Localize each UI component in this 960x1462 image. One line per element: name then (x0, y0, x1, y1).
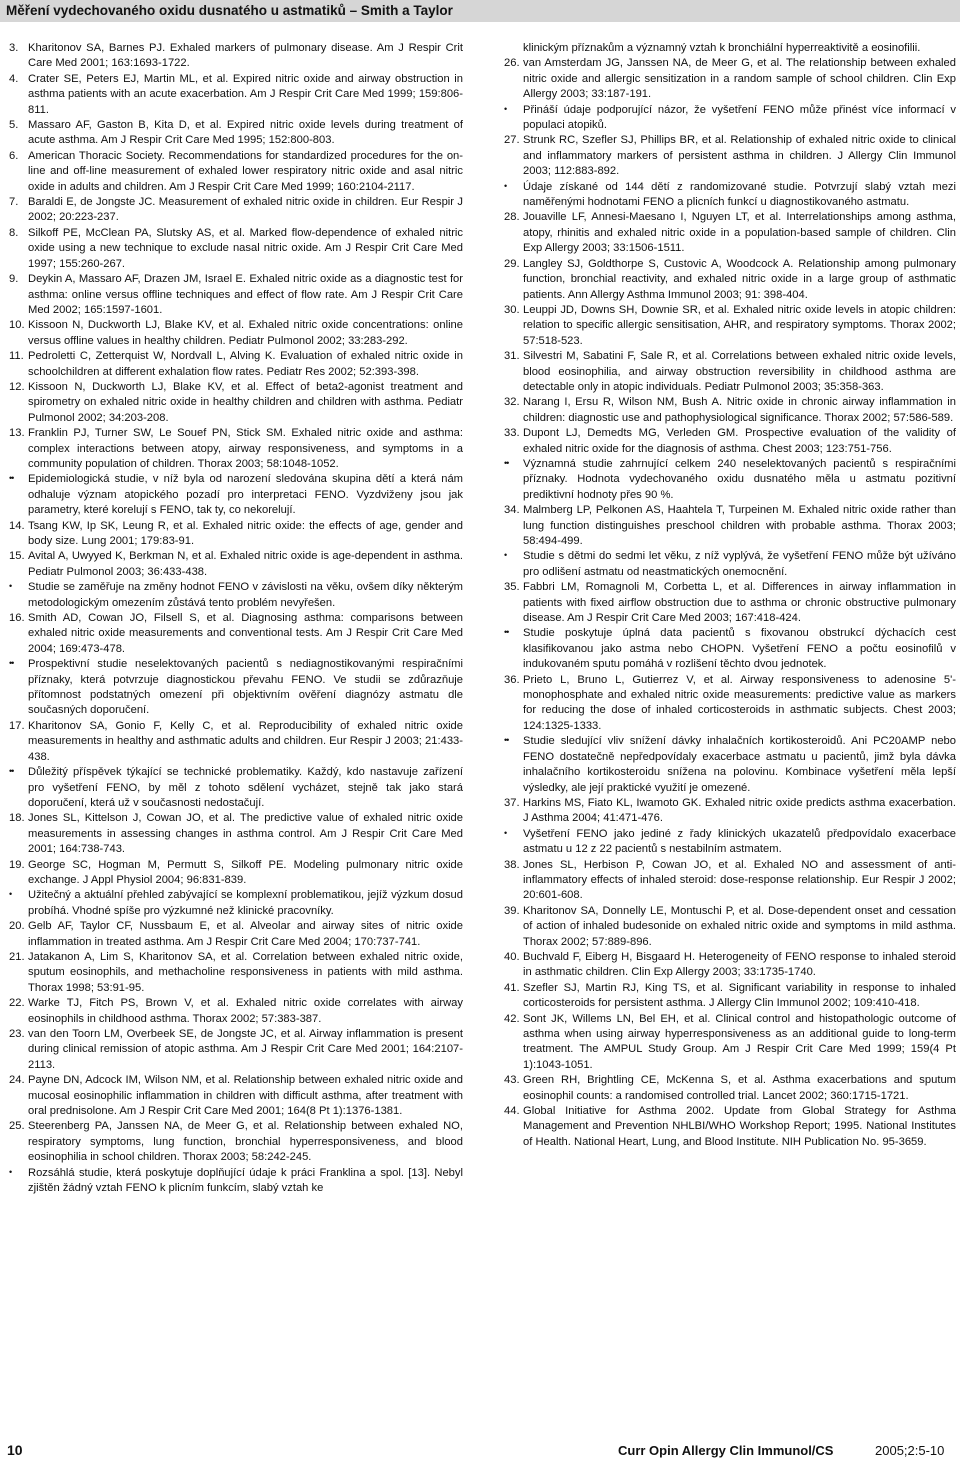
reference-number: 18. (9, 812, 25, 825)
reference-number: 25. (9, 1120, 25, 1133)
reference-entry (9, 950, 463, 996)
reference-number: 43. (504, 1074, 520, 1087)
reference-text: Payne DN, Adcock IM, Wilson NM, et al. Relationship between exhaled nitric oxide and mucosal eosinophilic inflammation in children with difficult asthma, after treatment with oral prednisolone. Am J Respir Crit Care Med 2001; 164(8 Pt 1):1376-1381. (28, 1074, 463, 1118)
reference-entry (504, 904, 956, 950)
reference-entry (9, 41, 463, 72)
reference-number: 6. (9, 149, 19, 162)
reference-text: Kharitonov SA, Donnelly LE, Montuschi P, et al. Dose-dependent onset and cessation of action of inhaled budesonide on exhaled nitric oxide and symptoms in mild asthma. Thorax 2002; 57:889-896. (523, 904, 956, 948)
reference-number: 39. (504, 904, 520, 917)
reference-annotation (9, 580, 463, 611)
annotation-text: Významná studie zahrnující celkem 240 neselektovaných pacientů s respiračními příznaky. Hodnota vydechovaného oxidu dusnatého měla u astmatu pozitivní prediktivní hodnoty přes 90 %. (523, 457, 956, 501)
reference-text: van den Toorn LM, Overbeek SE, de Jongste JC, et al. Airway inflammation is present during clinical remission of atopic asthma. Am J Respir Crit Care Med 2001; 164:2107-2113. (28, 1028, 463, 1071)
reference-entry (504, 1104, 956, 1150)
reference-entry (9, 226, 463, 272)
reference-text: van Amsterdam JG, Janssen NA, de Meer G, et al. The relationship between exhaled nitric oxide and allergic sensitization in a random sample of school children. Clin Exp Allergy 2003; 33:187-191. (523, 57, 956, 101)
reference-number: 44. (504, 1105, 520, 1118)
running-header (0, 0, 960, 22)
reference-entry (9, 149, 463, 195)
reference-number: 3. (9, 42, 19, 54)
reference-number: 12. (9, 380, 25, 393)
importance-bullet: • (9, 581, 12, 592)
reference-entry (504, 796, 956, 827)
reference-annotation (9, 472, 463, 518)
annotation-text: Rozsáhlá studie, která poskytuje doplňující údaje k práci Franklina a spol. [13]. Nebyl zjištěn žádný vztah FENO k plicním funkcím, slabý vztah ke (28, 1166, 463, 1195)
reference-text: Leuppi JD, Downs SH, Downie SR, et al. Exhaled nitric oxide levels in atopic children: relation to specific allergic sensitisation, AHR, and respiratory symptoms. Thorax 2002; 57:518-523. (523, 303, 956, 347)
reference-entry (504, 503, 956, 549)
reference-text: Global Initiative for Asthma 2002. Update from Global Strategy for Asthma Management and Prevention NHLBI/WHO Workshop Report; 1995. National Institutes of Health. National Heart, Lung, and Blood Institute. NIH Publication No. 95-3659. (523, 1105, 956, 1148)
journal-name: Curr Opin Allergy Clin Immunol/CS (618, 1443, 834, 1458)
reference-number: 22. (9, 997, 25, 1010)
reference-entry (9, 318, 463, 349)
reference-number: 24. (9, 1074, 25, 1087)
reference-text: Malmberg LP, Pelkonen AS, Haahtela T, Turpeinen M. Exhaled nitric oxide rather than lung function distinguishes preschool children with probable asthma. Thorax 2003; 58:494-499. (523, 504, 956, 547)
reference-entry (504, 56, 956, 102)
reference-entry (504, 858, 956, 904)
annotation-text: Studie sledující vliv snížení dávky inhalačních kortikosteroidů. Ani PC20AMP nebo FENO dostatečně nepředpovídaly exacerbace astmatu u pacientů, jimž byla dávka inhalačního kortikosteroidu snížena na polovinu. Kombinace vyšetření měla lepší výsledky, ale její praktické využití je omezené. (523, 735, 956, 794)
reference-entry (9, 426, 463, 472)
reference-annotation (504, 41, 956, 56)
reference-number: 13. (9, 427, 25, 440)
reference-number: 4. (9, 72, 19, 85)
reference-text: Prieto L, Bruno L, Gutierrez V, et al. Airway responsiveness to adenosine 5'-monophosphate and exhaled nitric oxide measurements: predictive value as markers for reducing the dose of inhaled corticosteroids in asthmatic subjects. Chest 2003; 124:1325-1333. (523, 673, 956, 732)
reference-number: 30. (504, 303, 520, 316)
reference-number: 9. (9, 273, 19, 286)
reference-entry (9, 811, 463, 857)
reference-entry (9, 919, 463, 950)
reference-number: 41. (504, 981, 520, 994)
annotation-text: Studie se zaměřuje na změny hodnot FENO v závislosti na věku, ovšem díky některým metodologickým omezením zůstává tento problém nevyřešen. (28, 581, 463, 609)
reference-number: 17. (9, 719, 25, 732)
reference-entry (504, 580, 956, 626)
reference-entry (9, 1073, 463, 1119)
reference-text: Kissoon N, Duckworth LJ, Blake KV, et al. Exhaled nitric oxide concentrations: online versus offline values in healthy children. Pediatr Pulmonol 2002; 33:283-292. (28, 319, 463, 347)
header-title: Měření vydechovaného oxidu dusnatého u astmatiků – Smith a Taylor (6, 3, 453, 18)
reference-text: Pedroletti C, Zetterquist W, Nordvall L, Alving K. Evaluation of exhaled nitric oxide in schoolchildren at different exhalation flow rates. Pediatr Res 2002; 52:393-398. (28, 350, 463, 378)
reference-annotation (504, 626, 956, 672)
annotation-text: Studie poskytuje úplná data pacientů s fixovanou obstrukcí dýchacích cest klasifikovanou jako astma nebo CHOPN. Vyšetření FENO a počtu eosinofilů v indukovaném sputu pomáhá v rozlišení těchto dvou jednotek. (523, 627, 956, 671)
reference-text: Fabbri LM, Romagnoli M, Corbetta L, et al. Differences in airway inflammation in patients with fixed airflow obstruction due to asthma or chronic obstructive pulmonary disease. Am J Respir Crit Care Med 2003; 167:418-424. (523, 581, 956, 625)
reference-text: Steerenberg PA, Janssen NA, de Meer G, et al. Relationship between exhaled NO, respiratory symptoms, lung function, bronchial hyperresponsiveness, and blood eosinophilia in school children. Thorax 2003; 58:242-245. (28, 1120, 463, 1164)
reference-annotation (9, 657, 463, 719)
reference-annotation (504, 103, 956, 134)
reference-entry (504, 395, 956, 426)
reference-entry (504, 133, 956, 179)
importance-bullet: • (504, 103, 507, 114)
reference-text: Kharitonov SA, Barnes PJ. Exhaled markers of pulmonary disease. Am J Respir Crit Care Med 2001; 163:1693-1722. (28, 42, 463, 70)
reference-entry (9, 611, 463, 657)
reference-entry (9, 1027, 463, 1073)
reference-number: 26. (504, 57, 520, 70)
reference-text: Deykin A, Massaro AF, Drazen JM, Israel E. Exhaled nitric oxide as a diagnostic test for asthma: online versus offline techniques and effect of flow rate. Am J Respir Crit Care Med 2002; 165:1597-1601. (28, 273, 463, 316)
reference-text: Sont JK, Willems LN, Bel EH, et al. Clinical control and histopathologic outcome of asthma when using airway hyperresponsiveness as an additional guide to long-term treatment. The AMPUL Study Group. Am J Respir Crit Care Med 1999; 159(4 Pt 1):1043-1051. (523, 1012, 956, 1071)
importance-bullet: • (504, 827, 507, 838)
reference-number: 5. (9, 119, 19, 132)
importance-bullet: • (504, 550, 507, 561)
reference-entry (9, 1119, 463, 1165)
annotation-text: Užitečný a aktuální přehled zabývající se komplexní problematikou, jejíž výzkum dosud probíhá. Vhodné spíše pro výzkumné než klinické pracovníky. (28, 889, 463, 917)
importance-bullet: •• (504, 457, 509, 468)
reference-annotation (9, 765, 463, 811)
importance-bullet: •• (9, 473, 14, 484)
reference-entry (504, 981, 956, 1012)
annotation-text: Údaje získané od 144 dětí z randomizované studie. Potvrzují slabý vztah mezi naměřenými hodnotami FENO a plicních funkcí u diagnostikovaného astmatu. (523, 180, 956, 209)
reference-number: 8. (9, 226, 19, 239)
reference-number: 38. (504, 858, 520, 871)
importance-bullet: •• (9, 658, 14, 669)
reference-text: Massaro AF, Gaston B, Kita D, et al. Expired nitric oxide levels during treatment of acute asthma. Am J Respir Crit Care Med 1995; 152:800-803. (28, 119, 463, 147)
reference-entry (9, 380, 463, 426)
reference-number: 35. (504, 581, 520, 594)
reference-number: 20. (9, 920, 25, 933)
annotation-text: klinickým příznakům a významný vztah k bronchiální hyperreaktivitě a eosinofilii. (523, 42, 921, 54)
reference-text: Franklin PJ, Turner SW, Le Souef PN, Stick SM. Exhaled nitric oxide and asthma: complex interactions between atopy, airway responsiveness, and symptoms in a community population of children. Thorax 2003; 58:1048-1052. (28, 427, 463, 470)
reference-entry (9, 195, 463, 226)
reference-text: Kharitonov SA, Gonio F, Kelly C, et al. Reproducibility of exhaled nitric oxide measurements in healthy and asthmatic adults and children. Eur Respir J 2003; 21:433-438. (28, 719, 463, 763)
reference-text: Langley SJ, Goldthorpe S, Custovic A, Woodcock A. Relationship among pulmonary function, bronchial reactivity, and exhaled nitric oxide in a large group of asthmatic patients. Ann Allergy Asthma Immunol 2003; 91: 398-404. (523, 257, 956, 301)
reference-entry (9, 349, 463, 380)
reference-text: Dupont LJ, Demedts MG, Verleden GM. Prospective evaluation of the validity of exhaled nitric oxide for the diagnosis of asthma. Chest 2003; 123:751-756. (523, 427, 956, 455)
annotation-text: Důležitý příspěvek týkající se technické problematiky. Každý, kdo nastavuje zařízení pro vyšetření FENO, by měl z tohoto sdělení vycházet, stejně tak jako stará doporučení, která už v současnosti nedostačují. (28, 766, 463, 809)
reference-annotation (9, 1166, 463, 1197)
reference-number: 29. (504, 257, 520, 270)
importance-bullet: • (9, 889, 12, 900)
reference-text: Strunk RC, Szefler SJ, Phillips BR, et al. Relationship of exhaled nitric oxide to clinical and inflammatory markers of persistent asthma in children. J Allergy Clin Immunol 2003; 112:883-892. (523, 134, 956, 178)
annotation-text: Studie s dětmi do sedmi let věku, z níž vyplývá, že vyšetření FENO může být užíváno pro odlišení astmatu od neastmatických onemocnění. (523, 550, 956, 578)
annotation-text: Epidemiologická studie, v níž byla od narození sledována skupina dětí a která nám odhaluje význam atopického pozadí pro interpretaci FENO. Vyzdviženy jsou jak parametry, které korelují s FENO, tak ty, co nekorelují. (28, 473, 463, 517)
reference-entry (504, 210, 956, 256)
reference-entry (9, 72, 463, 118)
reference-text: George SC, Hogman M, Permutt S, Silkoff PE. Modeling pulmonary nitric oxide exchange. J Appl Physiol 2004; 96:831-839. (28, 858, 463, 886)
annotation-text: Přináší údaje podporující názor, že vyšetření FENO může přinést více informací v populaci atopiků. (523, 103, 956, 132)
reference-number: 23. (9, 1028, 25, 1040)
reference-text: Crater SE, Peters EJ, Martin ML, et al. Expired nitric oxide and airway obstruction in asthma patients with an acute exacerbation. Am J Respir Crit Care Med 1999; 159:806-811. (28, 72, 463, 116)
reference-text: Harkins MS, Fiato KL, Iwamoto GK. Exhaled nitric oxide predicts asthma exacerbation. J Asthma 2004; 41:471-476. (523, 796, 956, 825)
reference-number: 32. (504, 396, 520, 409)
reference-text: Silkoff PE, McClean PA, Slutsky AS, et al. Marked flow-dependence of exhaled nitric oxide using a new technique to exclude nasal nitric oxide. Am J Respir Crit Care Med 1997; 155:260-267. (28, 226, 463, 270)
reference-text: Narang I, Ersu R, Wilson NM, Bush A. Nitric oxide in chronic airway inflammation in children: diagnostic use and pathophysiological significance. Thorax 2002; 57:586-589. (523, 396, 956, 424)
reference-number: 7. (9, 196, 19, 209)
reference-annotation (504, 827, 956, 858)
reference-number: 37. (504, 796, 520, 809)
reference-number: 33. (504, 427, 520, 440)
reference-entry (504, 1012, 956, 1074)
reference-annotation (504, 180, 956, 211)
reference-annotation (504, 549, 956, 580)
reference-text: American Thoracic Society. Recommendations for standardized procedures for the on-line and off-line measurement of exhaled lower respiratory nitric oxide and asal nitric oxide in adults and children. Am J Respir Crit Care Med 1999; 160:2104-2117. (28, 149, 463, 193)
reference-text: Gelb AF, Taylor CF, Nussbaum E, et al. Alveolar and airway sites of nitric oxide inflammation in treated asthma. Am J Respir Crit Care Med 2004; 170:737-741. (28, 920, 463, 948)
reference-number: 27. (504, 134, 520, 147)
reference-entry (9, 118, 463, 149)
reference-text: Smith AD, Cowan JO, Filsell S, et al. Diagnosing asthma: comparisons between exhaled nitric oxide measurements and conventional tests. Am J Respir Crit Care Med 2004; 169:473-478. (28, 612, 463, 655)
reference-entry (9, 996, 463, 1027)
reference-text: Szefler SJ, Martin RJ, King TS, et al. Significant variability in response to inhaled corticosteroids for persistent asthma. J Allergy Clin Immunol 2002; 109:410-418. (523, 981, 956, 1010)
importance-bullet: •• (504, 735, 509, 746)
reference-number: 19. (9, 858, 25, 871)
page-number: 10 (7, 1442, 23, 1458)
reference-text: Avital A, Uwyyed K, Berkman N, et al. Exhaled nitric oxide is age-dependent in asthma. Pediatr Pulmonol 2003; 36:433-438. (28, 550, 463, 578)
reference-entry (504, 673, 956, 735)
reference-text: Warke TJ, Fitch PS, Brown V, et al. Exhaled nitric oxide correlates with airway eosinophils in childhood asthma. Thorax 2002; 57:383-387. (28, 997, 463, 1025)
right-column-references (504, 41, 956, 1150)
reference-text: Baraldi E, de Jongste JC. Measurement of exhaled nitric oxide in children. Eur Respir J 2002; 20:223-237. (28, 196, 463, 224)
reference-number: 31. (504, 350, 520, 363)
importance-bullet: • (9, 1166, 12, 1177)
reference-entry (504, 1073, 956, 1104)
reference-entry (504, 257, 956, 303)
reference-text: Jones SL, Herbison P, Cowan JO, et al. Exhaled NO and assessment of anti-inflammatory effects of inhaled steroid: dose-response relationship. Eur Respir J 2002; 20:601-608. (523, 858, 956, 902)
reference-number: 21. (9, 950, 25, 963)
importance-bullet: •• (9, 766, 14, 777)
reference-entry (9, 519, 463, 550)
reference-annotation (504, 734, 956, 796)
reference-entry (504, 950, 956, 981)
reference-text: Jones SL, Kittelson J, Cowan JO, et al. The predictive value of exhaled nitric oxide measurements in assessing changes in asthma control. Am J Respir Crit Care Med 2001; 164:738-743. (28, 812, 463, 856)
reference-number: 42. (504, 1012, 520, 1025)
reference-entry (9, 719, 463, 765)
reference-text: Jouaville LF, Annesi-Maesano I, Nguyen LT, et al. Interrelationships among asthma, atopy, rhinitis and exhaled nitric oxide in a population-based sample of children. Clin Exp Allergy 2003; 33:1506-1511. (523, 211, 956, 255)
reference-entry (504, 426, 956, 457)
annotation-text: Prospektivní studie neselektovaných pacientů s nediagnostikovanými respiračními příznaky, která potvrzuje diagnostickou převahu FENO. Ve studii se zdůrazňuje přítomnost podstatných omezení při objektivním ověření diagnózy astmatu dle současných doporučení. (28, 658, 463, 717)
reference-number: 11. (9, 350, 24, 363)
reference-entry (9, 549, 463, 580)
reference-entry (504, 349, 956, 395)
reference-annotation (9, 888, 463, 919)
left-column-references (9, 41, 463, 1196)
reference-number: 14. (9, 519, 25, 532)
journal-issue: 2005;2:5-10 (875, 1443, 945, 1458)
reference-number: 36. (504, 673, 520, 686)
importance-bullet: •• (504, 627, 509, 638)
reference-text: Jatakanon A, Lim S, Kharitonov SA, et al. Correlation between exhaled nitric oxide, sputum eosinophils, and methacholine responsiveness in patients with mild asthma. Thorax 1998; 53:91-95. (28, 950, 463, 994)
reference-number: 16. (9, 612, 25, 625)
reference-entry (9, 858, 463, 889)
importance-bullet: • (504, 180, 507, 191)
reference-text: Green RH, Brightling CE, McKenna S, et al. Asthma exacerbations and sputum eosinophil counts: a randomised controlled trial. Lancet 2002; 360:1715-1721. (523, 1074, 956, 1102)
reference-text: Kissoon N, Duckworth LJ, Blake KV, et al. Effect of beta2-agonist treatment and spirometry on exhaled nitric oxide in healthy children and children with asthma. Pediatr Pulmonol 2002; 34:203-208. (28, 380, 463, 424)
reference-number: 15. (9, 550, 25, 563)
reference-entry (9, 272, 463, 318)
reference-number: 28. (504, 211, 520, 224)
reference-number: 10. (9, 319, 25, 332)
reference-annotation (504, 457, 956, 503)
reference-text: Silvestri M, Sabatini F, Sale R, et al. Correlations between exhaled nitric oxide levels, blood eosinophilia, and airway obstruction reversibility in childhood asthma are detectable only in atopic individuals. Pediatr Pulmonol 2003; 35:358-363. (523, 350, 956, 393)
reference-entry (504, 303, 956, 349)
reference-number: 40. (504, 950, 520, 963)
reference-number: 34. (504, 504, 520, 517)
reference-text: Tsang KW, Ip SK, Leung R, et al. Exhaled nitric oxide: the effects of age, gender and body size. Lung 2001; 179:83-91. (28, 519, 463, 547)
annotation-text: Vyšetření FENO jako jediné z řady klinických ukazatelů předpovídalo exacerbace astmatu u 12 z 22 pacientů s nestabilním astmatem. (523, 827, 956, 856)
reference-text: Buchvald F, Eiberg H, Bisgaard H. Heterogeneity of FENO response to inhaled steroid in asthmatic children. Clin Exp Allergy 2003; 33:1735-1740. (523, 950, 956, 979)
